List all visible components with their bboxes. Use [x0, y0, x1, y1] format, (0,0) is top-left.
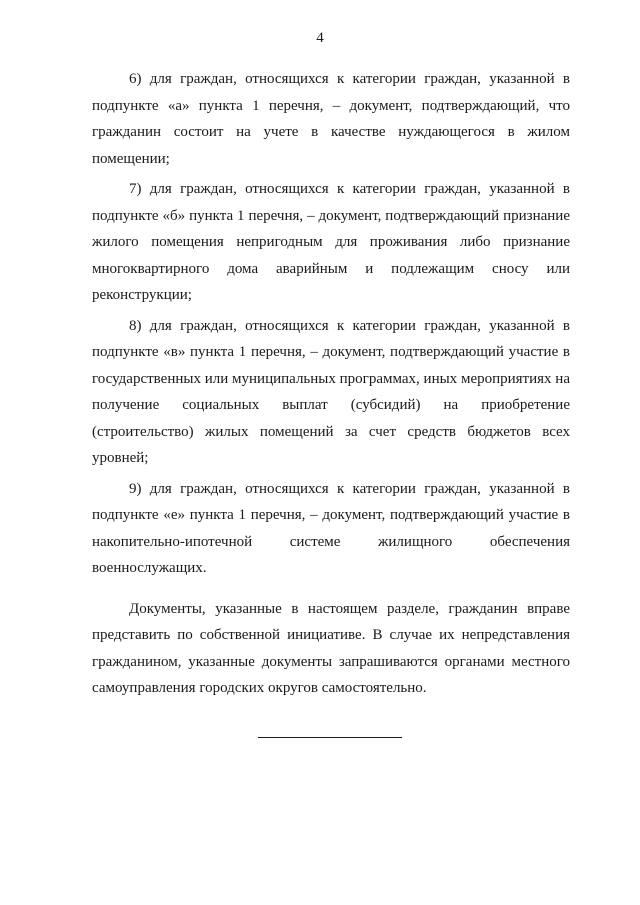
end-of-document-divider — [258, 737, 402, 738]
document-body — [92, 66, 570, 702]
list-item-7: 7) для граждан, относящихся к категории граждан, указанной в подпункте «б» пункта 1 перечня, – документ, подтверждающий признание жилого помещения непригодным для проживания либо признание многоквартирного дома аварийным и подлежащим сносу или реконструкции; — [92, 181, 570, 303]
closing-paragraph: Документы, указанные в настоящем разделе, гражданин вправе представить по собственной инициативе. В случае их непредставления гражданином, указанные документы запрашиваются органами местного самоуправления городских округов самостоятельно. — [92, 600, 570, 696]
page-number: 4 — [316, 30, 324, 46]
list-item-6: 6) для граждан, относящихся к категории граждан, указанной в подпункте «а» пункта 1 перечня, – документ, подтверждающий, что гражданин состоит на учете в качестве нуждающегося в жилом помещении; — [92, 71, 570, 167]
list-item-9: 9) для граждан, относящихся к категории граждан, указанной в подпункте «е» пункта 1 перечня, – документ, подтверждающий участие в накопительно-ипотечной системе жилищного обеспечения военнослужащих. — [92, 480, 570, 576]
list-item-8: 8) для граждан, относящихся к категории граждан, указанной в подпункте «в» пункта 1 перечня, – документ, подтверждающий участие в государственных или муниципальных программах, иных мероприятиях на получение социальных выплат (субсидий) на приобретение (строительство) жилых помещений за счет средств бюджетов всех уровней; — [92, 317, 570, 466]
